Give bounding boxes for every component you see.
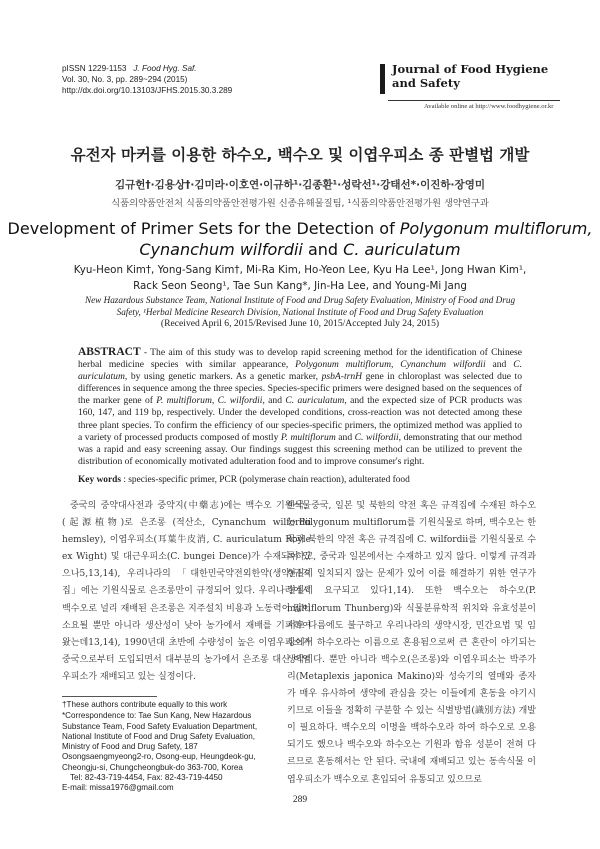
body-paragraph: 중국의 중약대사전과 중약지(中藥志)에는 백수오 기원식물(起源植物)로 은조롱 (적산소, Cynanchum wilfordii hemsley), 이엽우피소(耳葉牛皮消, C. auriculatum Royle ex Wight) 및 대근우피소(C. bungei Dence)가 수재되어 있으나5,13,14), 우리나라의 「대한민국약전외한약(생약)규격집」에는 기원식물로 은조롱만이 규정되어 있다. 우리나라에서 백수오로 널리 재배된 은조롱은 지주설치 비용과 노동력이 많이 소요될 뿐만 아니라 생산성이 낮아 농가에서 재배를 기피하여 왔는데13,14), 1990년대 초반에 수량성이 높은 이엽우피소가 중국으로부터 도입되면서 대부분의 농가에서 은조롱 대신 이엽우피소가 재배되고 있는 실정이다. [62,501,311,682]
english-title [0,218,600,260]
abstract [78,346,522,468]
korean-authors: 김규헌†·김용상†·김미라·이호연·이규하¹·김종환¹·성락선¹·강태선*·이진하·장영미 [115,179,485,191]
authors-line: Rack Seon Seong¹, Tae Sun Kang*, Jin-Ha Lee, and Young-Mi Jang [133,280,467,292]
abstract-text: , [211,395,218,407]
keywords [78,475,522,485]
title-species: C. auriculatum [343,240,461,259]
species-name: C. wilfordii [217,395,263,407]
korean-title: 유전자 마커를 이용한 하수오, 백수오 및 이엽우피소 종 판별법 개발 [70,146,530,164]
journal-brand [378,60,563,122]
keywords-label: Key words [78,475,121,485]
abstract-text: , by using genetic markers. As a genetic marker, [124,371,322,383]
journal-name [392,62,548,90]
english-title-line2 [0,239,600,260]
gene-name: psbA-trnH [321,371,363,383]
species-name: P. multiflorum [156,395,212,407]
page-number: 289 [292,795,308,805]
title-species: Cynanchum wilfordii [139,240,303,259]
affiliation-line: New Hazardous Substance Team, National Institute of Food and Drug Safety Evaluation, Ministry of Food and Drug [84,295,516,305]
footnote-equal-contribution: †These authors contribute equally to this work [62,700,228,709]
abstract-heading: ABSTRACT [78,346,141,358]
issn-label: pISSN 1229-1153 [62,64,127,73]
affiliation-line: Safety, ¹Herbal Medicine Research Division, National Institute of Food and Drug Safety Evaluation [116,306,484,317]
species-name: C. wilfordii [354,431,399,443]
footnote [62,700,280,794]
journal-abbr: J. Food Hyg. Saf. [133,64,197,73]
abstract-text: , [391,359,401,371]
english-affiliation [48,295,552,318]
journal-header-info [62,63,232,96]
footnote-divider [62,696,157,697]
keywords-text: : species-specific primer, PCR (polymerase chain reaction), adulterated food [120,475,410,485]
received-dates: (Received April 6, 2015/Revised June 10, 2015/Accepted July 24, 2015) [160,318,440,329]
abstract-text: , and the expected size of PCR products was 160, 147, and 119 bp, respectively. Under the developed conditions, cross-reaction was not detected among these three plant species. To confirm the efficiency of our species-specific primers, the optimized method was applied to a variety of processed products composed of mostly [78,395,522,443]
journal-divider [388,100,560,101]
title-text: Development of Primer Sets for the Detection of [7,219,400,238]
body-paragraph: 한국, 중국, 일본 및 북한의 약전 혹은 규격집에 수재된 하수오는 Polygonum multiflorum를 기원식물로 하며, 백수오는 한국과 북한의 약전 혹은 규격집에 C. wilfordii를 기원식물로 수록하고, 중국과 일본에서는 수재하고 있지 않다. 이렇게 규격과 현실이 일치되지 않는 문제가 있어 이를 해결하기 위한 연구가 절실히 요구되고 있다1,14). 또한 백수오는 하수오(P. multiflorum Thunberg)와 식물분류학적 위치와 유효성분이 서로 다름에도 불구하고 우리나라의 생약시장, 민간요법 및 임상에서 하수오라는 이름으로 혼용됨으로써 큰 혼란이 야기되는 생약이다. 뿐만 아니라 백수오(은조롱)와 이엽우피소는 박주가리(Metaplexis japonica Makino)와 성숙기의 열매와 종자가 매우 유사하여 생약에 관심을 갖는 이들에게 혼동을 야기시키므로 이들을 정확히 구분할 수 있는 식별방법(識別方法) 개발이 필요하다. 백수오의 이명을 백하수오라 하여 하수오로 오용되기도 했으나 백수오와 하수오는 기원과 함유 성분이 전혀 다르므로 혼동해서는 안 된다. 국내에 재배되고 있는 동속식물 이엽우피소가 백수오로 혼입되어 유통되고 있으므로 [287,501,536,785]
authors-line: Kyu-Heon Kim†, Yong-Sang Kim†, Mi-Ra Kim, Ho-Yeon Lee, Kyu Ha Lee¹, Jong Hwan Kim¹, [73,264,527,276]
journal-name-line1: Journal of Food Hygiene [392,62,549,76]
footnote-correspondence: *Correspondence to: Tae Sun Kang, New Hazardous Substance Team, Food Safety Evaluation Department, National Institute of Food and Drug Safety Evaluation, Ministry of Food and Drug Safety, 187 Osongsaengmyeong2-ro, Osong-eup, Heungdeok-gu, Cheongju-si, Chungcheongbuk-do 363-700, Korea [62,711,258,772]
korean-affiliation: 식품의약품안전처 식품의약품안전평가원 신종유해물질팀, ¹식품의약품안전평가원 생약연구과 [111,198,489,209]
abstract-text: , demonstrating that our method was a rapid and easy screening assay. Our findings suggest this screening method can be utilized to prevent the distribution of economically motivated adulteration food and to improve consumer's right. [78,431,522,467]
title-text: and [302,240,344,259]
english-title-line1 [0,218,600,239]
english-authors [0,262,600,294]
title-species: Polygonum multiflorum, [399,219,593,238]
abstract-text: and [335,431,355,443]
issn-line [62,63,232,74]
abstract-text: gene in chloroplast was selected due to differences in sequence among the three species. Species-specific primers were designed based on the sequences of the marker gene of [78,371,522,407]
journal-logo-bar [380,64,385,94]
species-name: Cynanchum wilfordii [400,359,486,371]
species-name: Polygonum multiflorum [295,359,392,371]
footnote-phone: Tel: 82-43-719-4454, Fax: 82-43-719-4450 [70,773,223,783]
species-name: C. auriculatum [285,395,345,407]
species-name: P. multiflorum [280,431,336,443]
abstract-text: and [485,359,514,371]
body-column-right [287,498,536,789]
journal-name-line2: and Safety [392,76,460,90]
body-column-left [62,498,311,686]
species-name: C. auriculatum [78,359,522,383]
volume-line: Vol. 30, No. 3, pp. 289~294 (2015) [62,75,188,84]
footnote-email[interactable]: E-mail: missa1976@gmail.com [62,783,174,793]
abstract-text: , and [262,395,286,407]
doi-link[interactable]: http://dx.doi.org/10.13103/JFHS.2015.30.3.289 [62,86,233,95]
abstract-text: - The aim of this study was to develop rapid screening method for the identification of Chinese herbal medicine species with similar appearance, [78,347,522,371]
available-online[interactable]: Available online at http://www.foodhygiene.or.kr [424,103,554,110]
